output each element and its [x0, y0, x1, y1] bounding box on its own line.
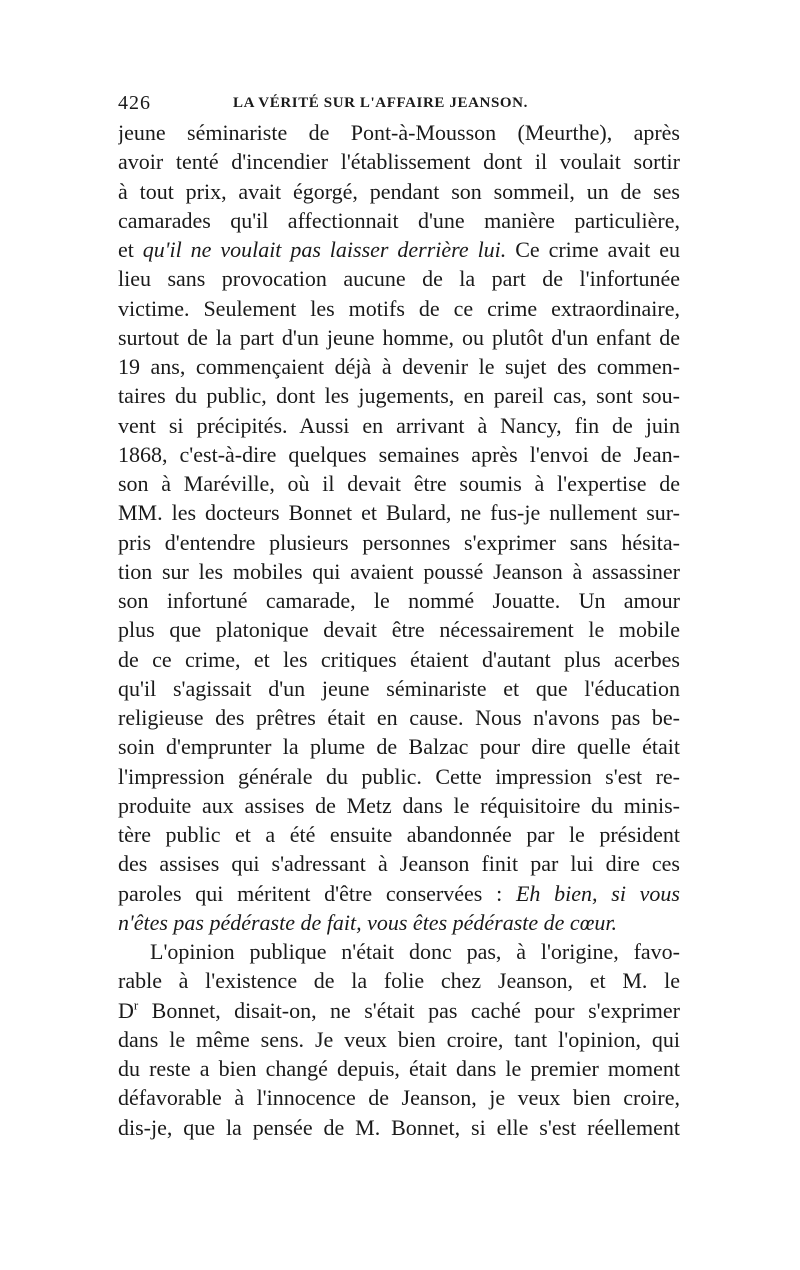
text-line: son à Maréville, où il devait être soumis à l'expertise de [118, 471, 680, 496]
text-line: taires du public, dont les jugements, en pareil cas, sont sou- [118, 383, 680, 409]
text-line: 1868, c'est-à-dire quelques semaines après l'envoi de Jean- [118, 441, 680, 467]
text-line: dis-je, que la pensée de M. Bonnet, si elle s'est réellement [118, 1114, 680, 1140]
text-line: tion sur les mobiles qui avaient poussé Jeanson à assassiner [118, 558, 680, 584]
text-line: 19 ans, commençaient déjà à devenir le sujet des commen- [118, 354, 680, 379]
text-line: religieuse des prêtres était en cause. Nous n'avons pas be- [118, 705, 680, 730]
text-line: qu'il s'agissait d'un jeune séminariste et que l'éducation [118, 675, 680, 701]
text-line: des assises qui s'adressant à Jeanson finit par lui dire ces [118, 851, 680, 877]
text-line: jeune séminariste de Pont-à-Mousson (Meurthe), après [118, 120, 680, 145]
text-line: paroles qui méritent d'être conservées : Eh bien, si vous [118, 880, 680, 906]
text-line: n'êtes pas pédéraste de fait, vous êtes pédéraste de cœur. [118, 909, 617, 935]
text-line: avoir tenté d'incendier l'établissement dont il voulait sortir [118, 149, 680, 175]
text-line: soin d'emprunter la plume de Balzac pour dire quelle était [118, 734, 680, 760]
text-line: vent si précipités. Aussi en arrivant à Nancy, fin de juin [118, 412, 680, 438]
text-line: victime. Seulement les motifs de ce crime extraordinaire, [118, 295, 680, 321]
body-text [118, 118, 680, 1142]
text-line: de ce crime, et les critiques étaient d'autant plus acerbes [118, 646, 680, 672]
text-line: l'impression générale du public. Cette impression s'est re- [118, 763, 680, 789]
page-header [118, 92, 680, 116]
text-line: $D^r$ Bonnet, disait-on, ne s'était pas caché pour s'exprimer [118, 997, 680, 1023]
text-line: rable à l'existence de la folie chez Jeanson, et M. le [118, 968, 680, 994]
text-line: tère public et a été ensuite abandonnée par le président [118, 822, 680, 847]
text-line: du reste a bien changé depuis, était dans le premier moment [118, 1056, 680, 1081]
text-line: lieu sans provocation aucune de la part de l'infortunée [118, 266, 680, 292]
text-line: défavorable à l'innocence de Jeanson, je veux bien croire, [118, 1085, 680, 1111]
running-title: LA VÉRITÉ SUR L'AFFAIRE JEANSON. [233, 95, 528, 111]
page-number: 426 [118, 92, 151, 114]
text-line: et qu'il ne voulait pas laisser derrière lui. Ce crime avait eu [118, 237, 680, 262]
text-line: pris d'entendre plusieurs personnes s'exprimer sans hésita- [118, 529, 680, 555]
text-line: dans le même sens. Je veux bien croire, tant l'opinion, qui [118, 1026, 680, 1052]
text-line: son infortuné camarade, le nommé Jouatte. Un amour [118, 588, 680, 613]
text-line: produite aux assises de Metz dans le réquisitoire du minis- [118, 792, 680, 818]
text-line: plus que platonique devait être nécessairement le mobile [118, 617, 680, 643]
text-line: MM. les docteurs Bonnet et Bulard, ne fus-je nullement sur- [118, 500, 680, 526]
text-line: à tout prix, avait égorgé, pendant son sommeil, un de ses [118, 178, 680, 204]
text-line: surtout de la part d'un jeune homme, ou plutôt d'un enfant de [118, 324, 680, 350]
text-line: L'opinion publique n'était donc pas, à l'origine, favo- [150, 939, 680, 964]
text-line: camarades qu'il affectionnait d'une manière particulière, [118, 207, 680, 233]
